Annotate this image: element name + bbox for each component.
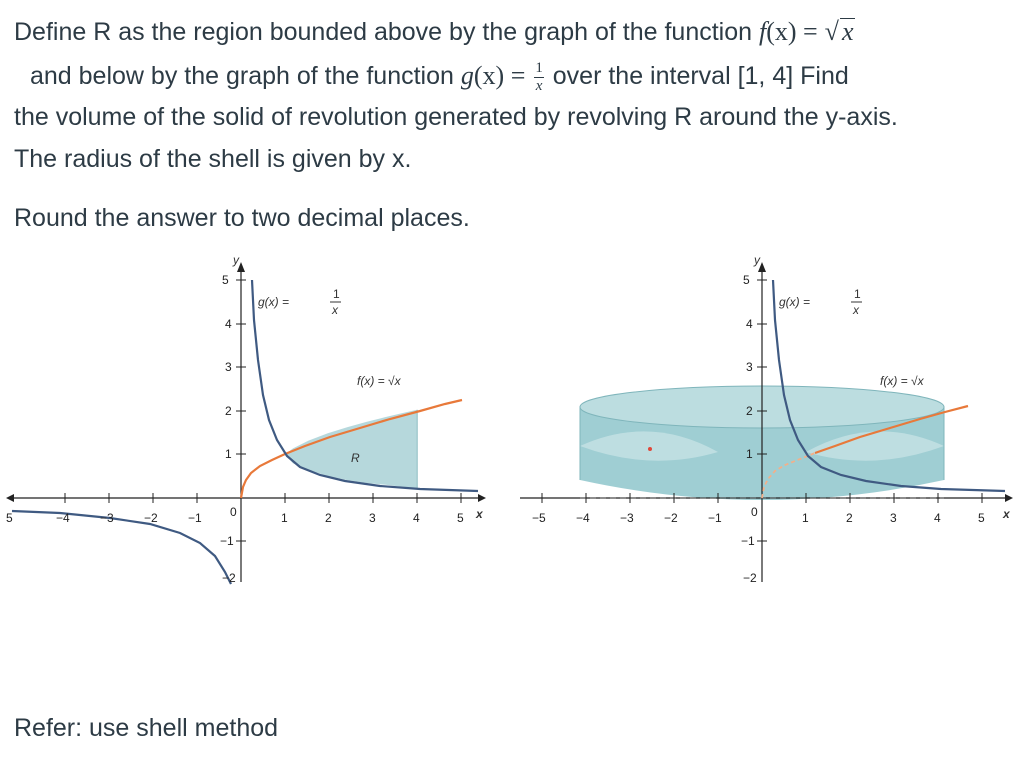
left-x-arrow-left-icon: [6, 494, 14, 502]
right-y-tick-3: 3: [746, 360, 753, 374]
left-y-tick-1: 1: [225, 447, 232, 461]
right-x-tick-4: 4: [934, 511, 941, 525]
right-y-tick-1: 1: [746, 447, 753, 461]
left-y-tick-neg1: −1: [220, 534, 234, 548]
right-f-label: f(x) = √x: [880, 374, 924, 388]
left-x-axis-label: x: [476, 507, 483, 521]
red-dot-marker: [648, 447, 652, 451]
right-g-frac-den: x: [853, 303, 859, 317]
left-f-label: f(x) = √x: [357, 374, 401, 388]
question-line-4: The radius of the shell is given by x.: [14, 145, 412, 173]
right-y-tick-5: 5: [743, 273, 750, 287]
left-x-tick-neg3: −3: [100, 511, 114, 525]
f-radicand: x: [841, 17, 854, 46]
left-y-tick-neg2: −2: [222, 571, 236, 585]
left-x-tick-neg2: −2: [144, 511, 158, 525]
g-function-arg: (x) =: [473, 61, 526, 91]
right-y-tick-neg2: −2: [743, 571, 757, 585]
f-function-name: f: [758, 17, 767, 46]
left-y-tick-2: 2: [225, 404, 232, 418]
left-region-label: R: [351, 451, 360, 465]
right-y-tick-neg1: −1: [741, 534, 755, 548]
region-r: [285, 410, 417, 488]
left-y-tick-5: 5: [222, 273, 229, 287]
right-x-axis-label: x: [1003, 507, 1010, 521]
g-function-name: g: [460, 61, 474, 91]
left-x-tick-neg1: −1: [188, 511, 202, 525]
right-x-tick-2: 2: [846, 511, 853, 525]
right-g-frac-num: 1: [854, 287, 861, 301]
left-x-tick-neg4: −4: [56, 511, 70, 525]
question-line-2-suffix: over the interval [1, 4] Find: [552, 62, 849, 91]
right-x-tick-neg5: −5: [532, 511, 546, 525]
right-x-tick-3: 3: [890, 511, 897, 525]
g-fraction-denominator: x: [535, 78, 543, 94]
left-x-tick-1: 1: [281, 511, 288, 525]
left-g-label: g(x) =: [258, 295, 290, 309]
left-g-frac-num: 1: [333, 287, 340, 301]
right-y-axis-label: y: [754, 253, 760, 267]
right-x-tick-5: 5: [978, 511, 985, 525]
left-x-tick-4: 4: [413, 511, 420, 525]
left-origin-label: 0: [230, 505, 237, 519]
left-y-tick-3: 3: [225, 360, 232, 374]
right-origin-label: 0: [751, 505, 758, 519]
left-x-tick-5: 5: [457, 511, 464, 525]
right-x-tick-neg1: −1: [708, 511, 722, 525]
left-x-tick-3: 3: [369, 511, 376, 525]
right-y-tick-2: 2: [746, 404, 753, 418]
left-x-arrow-icon: [478, 494, 486, 502]
left-x-tick-first: 5: [6, 511, 13, 525]
left-x-tick-2: 2: [325, 511, 332, 525]
left-y-tick-4: 4: [225, 317, 232, 331]
rounding-instruction: Round the answer to two decimal places.: [14, 204, 470, 232]
right-x-arrow-icon: [1005, 494, 1013, 502]
right-g-label: g(x) =: [779, 295, 811, 309]
question-line-1-text: Define R as the region bounded above by the graph of the function: [14, 18, 753, 46]
right-y-tick-4: 4: [746, 317, 753, 331]
left-g-frac-den: x: [332, 303, 338, 317]
question-line-3: the volume of the solid of revolution generated by revolving R around the y-axis.: [14, 103, 898, 131]
g-fraction-numerator: 1: [535, 60, 543, 76]
footer-note: Refer: use shell method: [14, 714, 279, 742]
sqrt-symbol-icon: √: [824, 17, 839, 46]
right-x-tick-neg3: −3: [620, 511, 634, 525]
f-function-arg: (x) =: [766, 17, 818, 46]
right-x-tick-neg4: −4: [576, 511, 590, 525]
right-figure: [520, 253, 1013, 585]
right-x-tick-1: 1: [802, 511, 809, 525]
right-x-tick-neg2: −2: [664, 511, 678, 525]
left-figure: [6, 253, 486, 585]
left-y-axis-label: y: [233, 253, 239, 267]
question-line-2-text: and below by the graph of the function: [30, 62, 454, 91]
